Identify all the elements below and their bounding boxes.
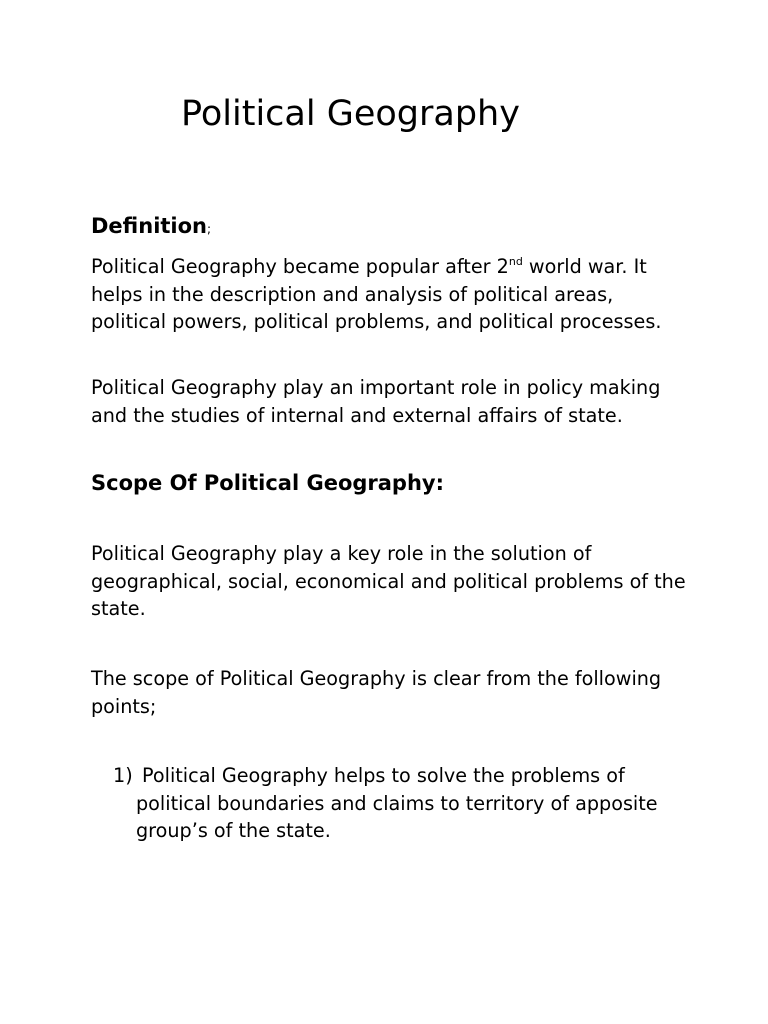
definition-paragraph-1-end: world war. It helps in the description and analysis of political areas, political powers, political problems, and political processes. [91, 255, 662, 334]
ordinal-superscript: nd [508, 254, 523, 268]
definition-paragraph-1 [91, 253, 691, 336]
definition-heading-text: Definition [91, 214, 208, 238]
scope-point-1-number: 1) [113, 764, 133, 787]
definition-paragraph-2: Political Geography play an important role in policy making and the studies of internal and external affairs of state. [91, 376, 661, 427]
definition-heading [91, 212, 211, 243]
scope-paragraph-1: Political Geography play a key role in the solution of geographical, social, economical and political problems of the state. [91, 542, 686, 621]
scope-point-1-text: Political Geography helps to solve the problems of political boundaries and claims to territory of apposite group’s of the state. [136, 764, 658, 843]
definition-heading-suffix: ; [207, 222, 212, 236]
page-title: Political Geography [181, 94, 520, 134]
scope-paragraph-2: The scope of Political Geography is clear from the following points; [91, 667, 662, 718]
scope-point-1 [113, 762, 673, 845]
definition-paragraph-1-start: Political Geography became popular after 2 [91, 255, 509, 278]
scope-heading: Scope Of Political Geography: [91, 471, 445, 495]
